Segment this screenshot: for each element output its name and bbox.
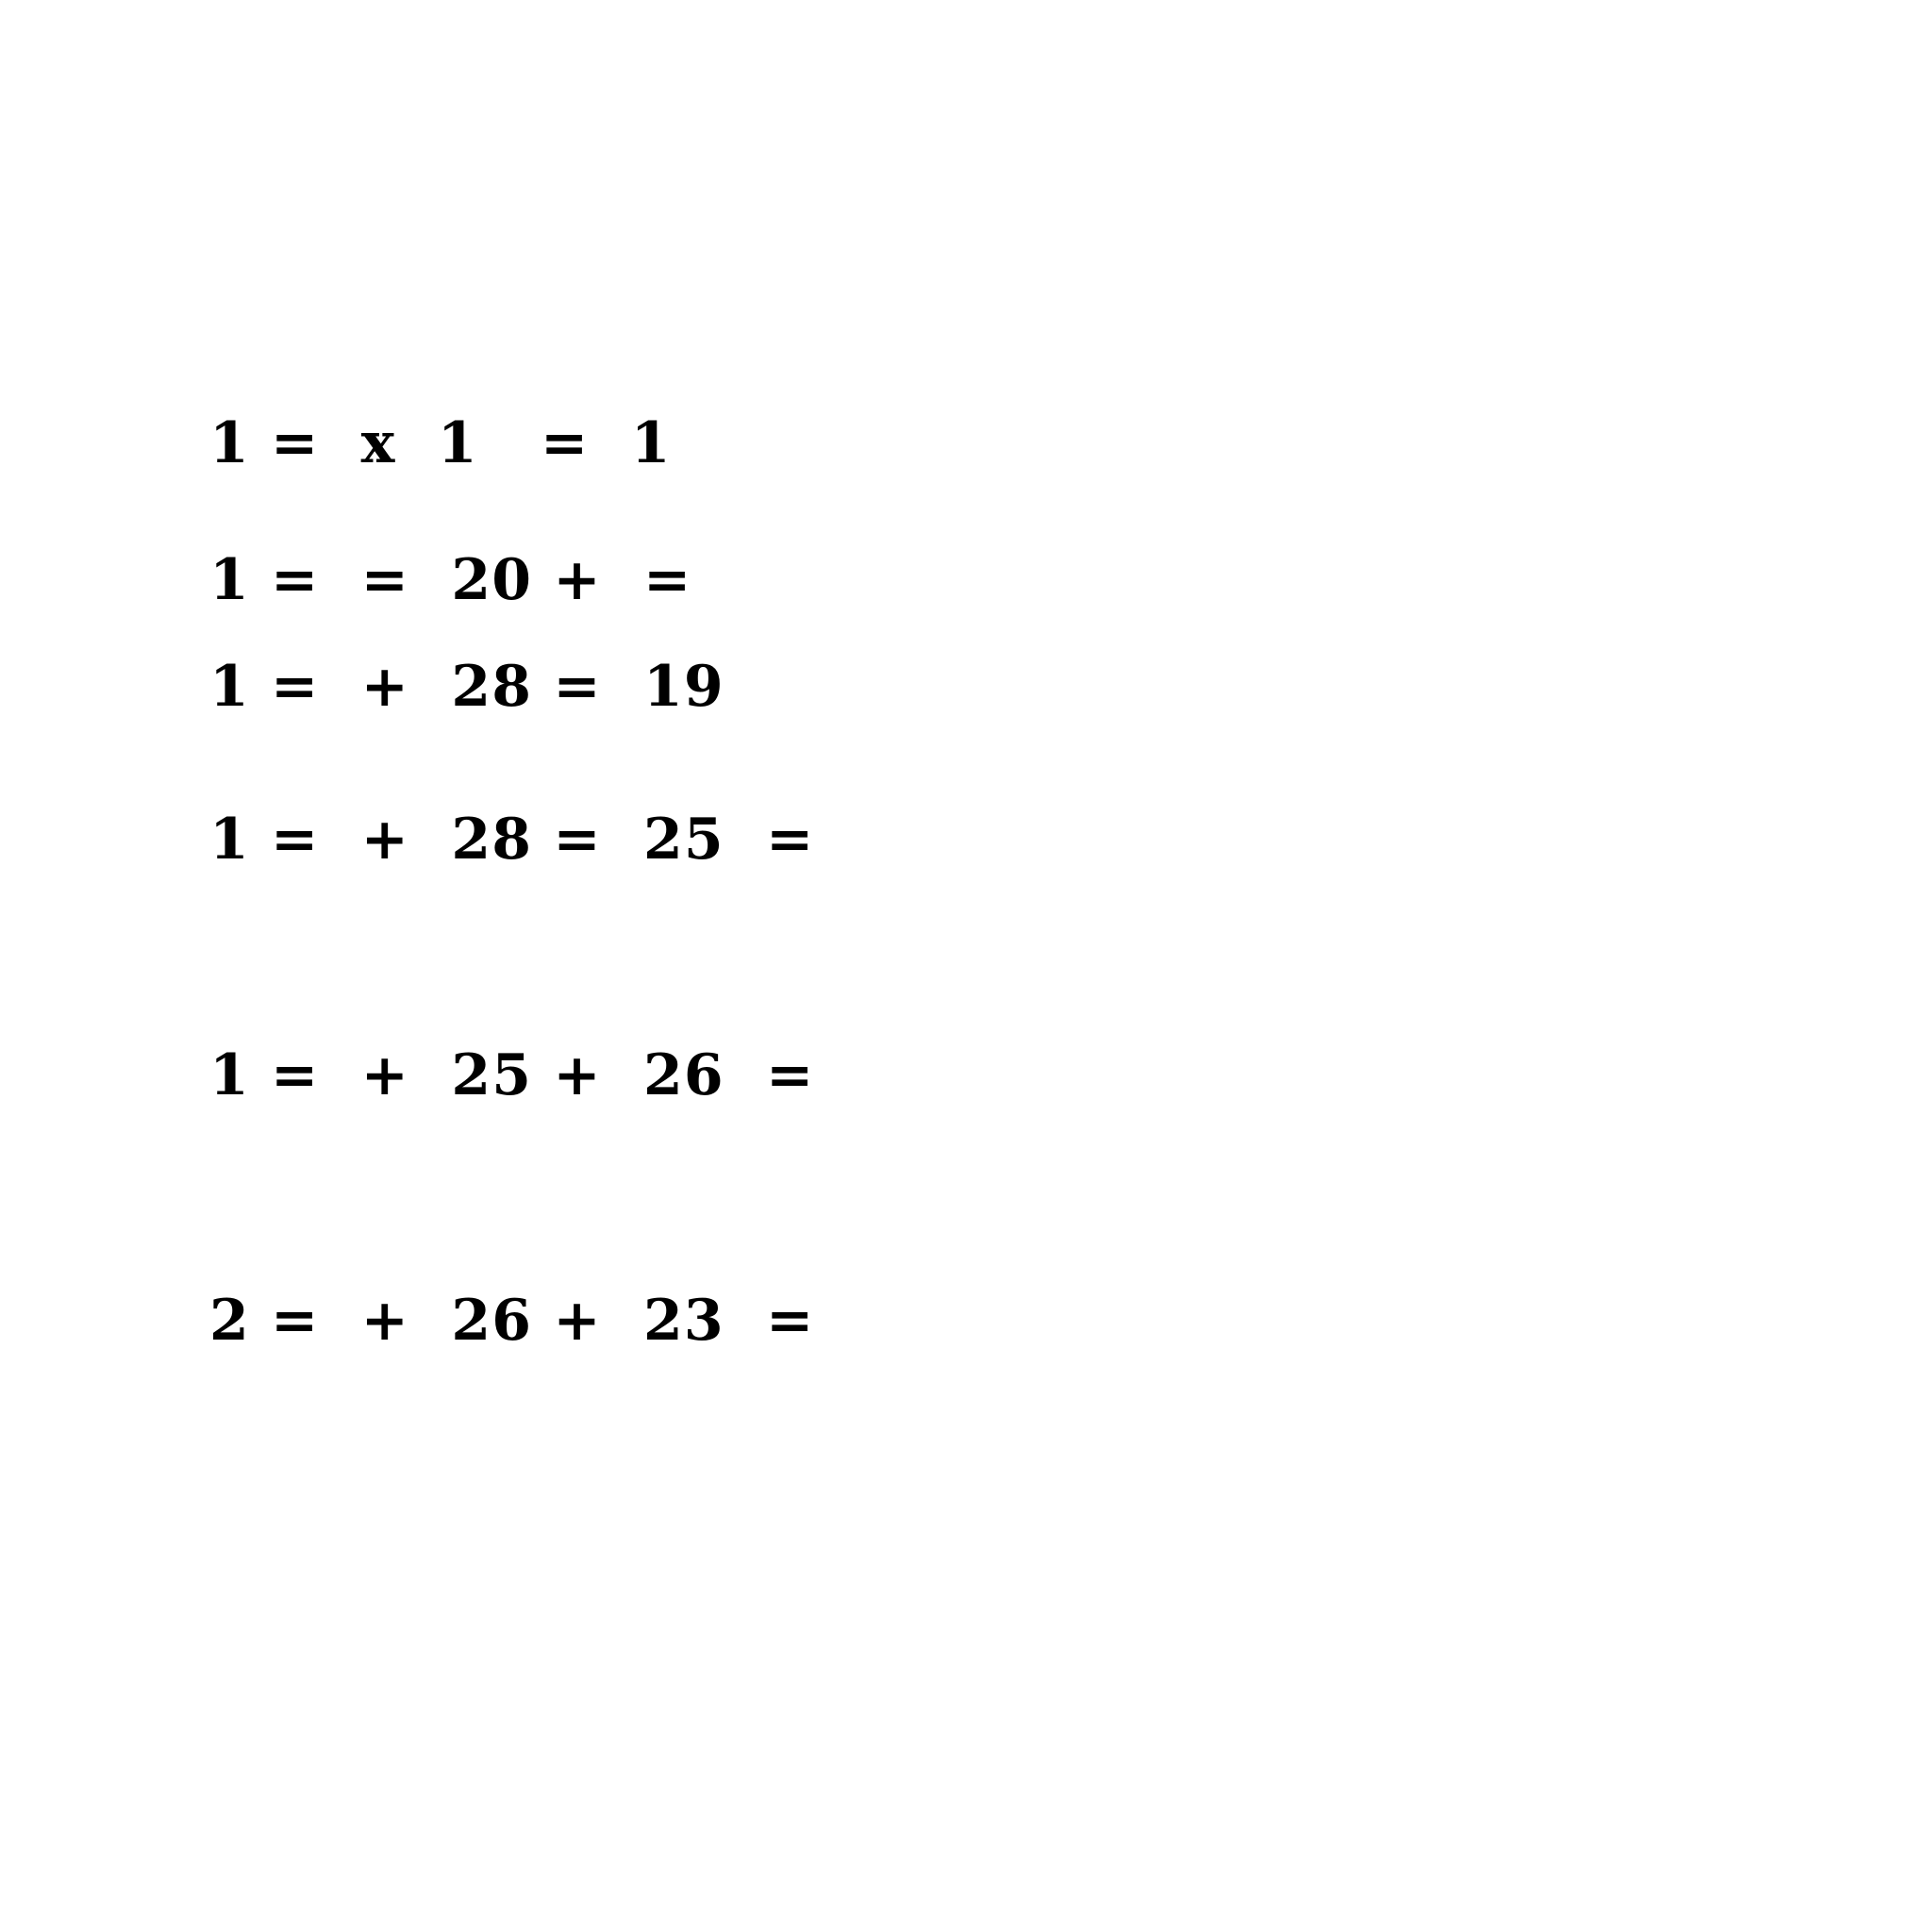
equation-line: 1 = + 28 = 19 [209, 654, 724, 720]
equation-line: 1 = + 25 + 26 = [209, 1042, 815, 1108]
equation-line: 1 = = 20 + = [209, 547, 692, 613]
equation-line: 1 = + 28 = 25 = [209, 807, 815, 873]
equation-line: 2 = + 26 + 23 = [209, 1288, 815, 1354]
equation-line: 1 = x 1 = 1 [209, 410, 672, 476]
